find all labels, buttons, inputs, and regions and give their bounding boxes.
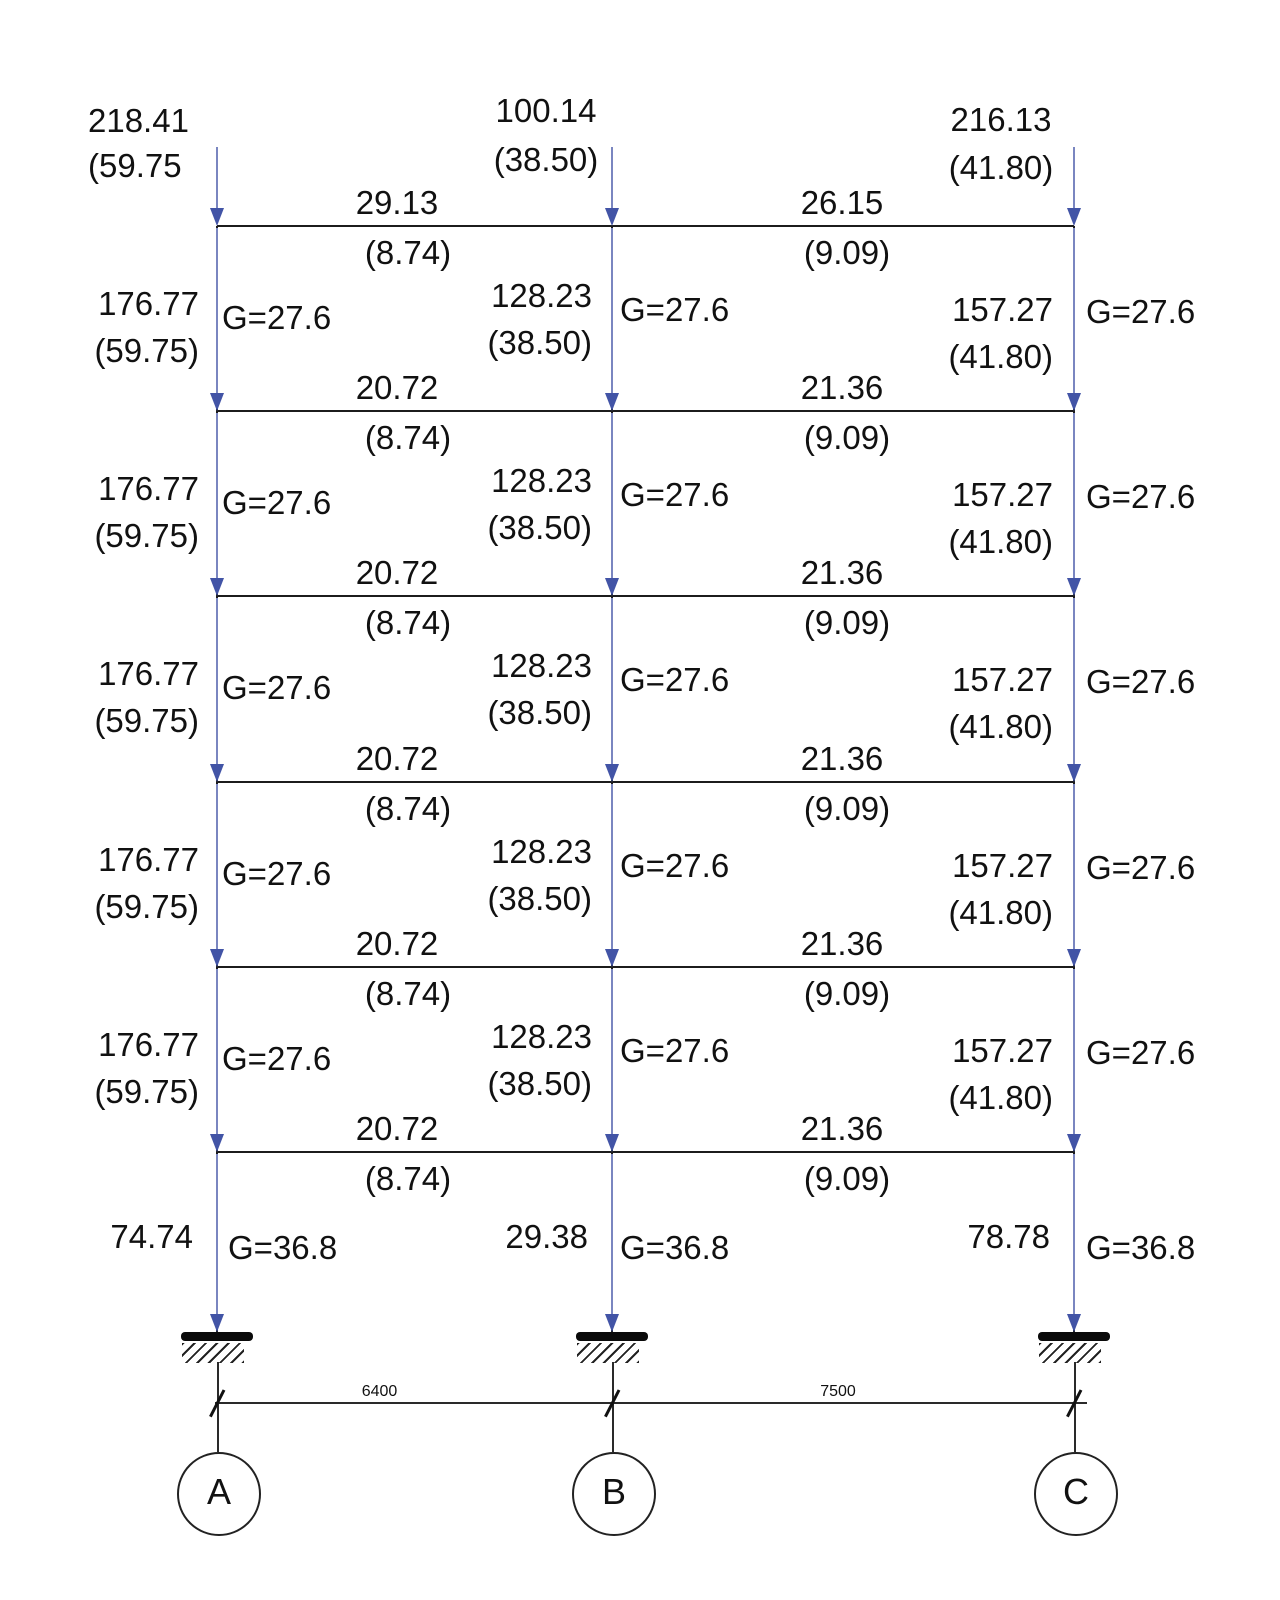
witness-line-c xyxy=(1074,1362,1076,1452)
ground-load-b-value: 29.38 xyxy=(505,1218,588,1255)
story-3-load-c-value: 157.27 xyxy=(952,661,1053,698)
beam-2-bc-load: 21.36 xyxy=(800,554,884,591)
beam-3-bc-load-secondary: (9.09) xyxy=(803,790,891,827)
beam-1-ab-load: 20.72 xyxy=(355,369,439,406)
story-4-load-a-arrowhead xyxy=(210,949,224,967)
grid-bubble-c xyxy=(1034,1452,1118,1536)
story-5-load-c-arrowhead xyxy=(1067,1134,1081,1152)
beam-1-ab-load-secondary: (8.74) xyxy=(364,419,452,456)
beam-2-bc-load-secondary: (9.09) xyxy=(803,604,891,641)
story-4-load-b-arrowhead xyxy=(605,949,619,967)
beam-3-ab-load-secondary: (8.74) xyxy=(364,790,452,827)
story-1-load-b-secondary: (38.50) xyxy=(487,323,592,361)
beam-3-bc-load: 21.36 xyxy=(800,740,884,777)
story-5-load-b-arrowhead xyxy=(605,1134,619,1152)
beam-line-1 xyxy=(217,410,1074,412)
grid-bubble-b xyxy=(572,1452,656,1536)
beam-4-ab-load-secondary: (8.74) xyxy=(364,975,452,1012)
grid-bubble-label-b: B xyxy=(601,1471,626,1512)
story-1-load-a-arrowhead xyxy=(210,393,224,411)
top-load-c-secondary: (41.80) xyxy=(948,149,1054,186)
witness-line-b xyxy=(612,1362,614,1452)
story-3-load-a-secondary: (59.75) xyxy=(94,702,199,739)
story-3-load-c-secondary: (41.80) xyxy=(948,708,1053,745)
story-5-load-c-secondary: (41.80) xyxy=(948,1078,1053,1116)
story-5-load-b-value: 128.23 xyxy=(491,1017,592,1055)
ground-hatch-a xyxy=(182,1343,244,1363)
story-1-load-b-line xyxy=(611,228,613,393)
story-5-load-a-arrowhead xyxy=(210,1134,224,1152)
ground-g-label-a: G=36.8 xyxy=(228,1229,338,1266)
story-2-load-b-arrowhead xyxy=(605,578,619,596)
roof-beam-bc-load-secondary: (9.09) xyxy=(803,234,891,271)
dimension-line xyxy=(215,1402,1087,1404)
story-1-g-label-b: G=27.6 xyxy=(620,290,730,328)
story-3-load-a-value: 176.77 xyxy=(98,655,199,692)
roof-beam-line xyxy=(217,225,1074,227)
beam-5-ab-load: 20.72 xyxy=(355,1110,439,1147)
ground-load-a-line xyxy=(216,1154,218,1314)
beam-line-4 xyxy=(217,966,1074,968)
story-2-load-a-arrowhead xyxy=(210,578,224,596)
story-1-g-label-c: G=27.6 xyxy=(1086,292,1196,330)
beam-4-bc-load-secondary: (9.09) xyxy=(803,975,891,1012)
story-1-load-c-arrowhead xyxy=(1067,393,1081,411)
roof-beam-ab-load-secondary: (8.74) xyxy=(364,234,452,271)
story-1-load-b-value: 128.23 xyxy=(491,276,592,314)
ground-hatch-b xyxy=(577,1343,639,1363)
ground-load-b-line xyxy=(611,1154,613,1314)
beam-5-ab-load-secondary: (8.74) xyxy=(364,1160,452,1197)
top-load-b-arrowhead xyxy=(605,208,619,226)
beam-line-3 xyxy=(217,781,1074,783)
story-2-g-label-a: G=27.6 xyxy=(222,483,332,521)
story-3-load-b-line xyxy=(611,598,613,764)
story-4-load-a-secondary: (59.75) xyxy=(94,887,199,925)
story-4-load-b-secondary: (38.50) xyxy=(487,879,592,917)
story-3-load-a-line xyxy=(216,598,218,764)
support-pad-c xyxy=(1038,1332,1110,1341)
dim-label: 7500 xyxy=(820,1383,856,1400)
ground-g-label-b: G=36.8 xyxy=(620,1229,730,1266)
story-2-load-c-line xyxy=(1073,413,1075,578)
ground-load-b-arrowhead xyxy=(605,1314,619,1332)
story-5-g-label-a: G=27.6 xyxy=(222,1039,332,1077)
story-3-g-label-a: G=27.6 xyxy=(222,669,332,706)
top-load-a-value: 218.41 xyxy=(88,102,189,139)
story-2-load-c-secondary: (41.80) xyxy=(948,522,1053,560)
story-5-g-label-b: G=27.6 xyxy=(620,1031,730,1069)
top-load-b-secondary: (38.50) xyxy=(493,141,599,178)
grid-bubble-label-a: A xyxy=(206,1471,231,1512)
story-5-load-a-secondary: (59.75) xyxy=(94,1072,199,1110)
story-4-load-c-line xyxy=(1073,784,1075,949)
story-4-g-label-c: G=27.6 xyxy=(1086,848,1196,886)
story-3-g-label-b: G=27.6 xyxy=(620,661,730,698)
beam-5-bc-load-secondary: (9.09) xyxy=(803,1160,891,1197)
support-pad-b xyxy=(576,1332,648,1341)
story-2-g-label-b: G=27.6 xyxy=(620,475,730,513)
story-4-load-b-value: 128.23 xyxy=(491,832,592,870)
beam-2-ab-load-secondary: (8.74) xyxy=(364,604,452,641)
story-4-load-a-line xyxy=(216,784,218,949)
dim-label: 6400 xyxy=(361,1383,398,1400)
story-5-load-a-value: 176.77 xyxy=(98,1025,199,1063)
story-5-load-b-secondary: (38.50) xyxy=(487,1064,592,1102)
story-5-load-b-line xyxy=(611,969,613,1134)
story-3-load-b-arrowhead xyxy=(605,764,619,782)
story-4-load-a-value: 176.77 xyxy=(98,840,199,878)
top-load-b-value: 100.14 xyxy=(495,92,597,129)
beam-1-bc-load: 21.36 xyxy=(800,369,884,406)
story-3-load-b-value: 128.23 xyxy=(491,647,592,684)
story-1-load-a-value: 176.77 xyxy=(98,284,199,322)
story-2-load-a-line xyxy=(216,413,218,578)
beam-2-ab-load: 20.72 xyxy=(355,554,439,591)
top-load-a-arrowhead xyxy=(210,208,224,226)
beam-1-bc-load-secondary: (9.09) xyxy=(803,419,891,456)
story-4-load-c-secondary: (41.80) xyxy=(948,893,1053,931)
story-5-load-a-line xyxy=(216,969,218,1134)
ground-g-label-c: G=36.8 xyxy=(1086,1229,1196,1266)
ground-load-a-arrowhead xyxy=(210,1314,224,1332)
story-5-g-label-c: G=27.6 xyxy=(1086,1033,1196,1071)
story-4-load-c-value: 157.27 xyxy=(952,846,1053,884)
story-2-load-a-secondary: (59.75) xyxy=(94,516,199,554)
beam-4-ab-load: 20.72 xyxy=(355,925,439,962)
story-2-load-b-secondary: (38.50) xyxy=(487,508,592,546)
story-2-load-a-value: 176.77 xyxy=(98,469,199,507)
beam-5-bc-load: 21.36 xyxy=(800,1110,884,1147)
story-4-g-label-a: G=27.6 xyxy=(222,854,332,892)
story-4-g-label-b: G=27.6 xyxy=(620,846,730,884)
ground-hatch-c xyxy=(1039,1343,1101,1363)
story-3-load-b-secondary: (38.50) xyxy=(487,694,592,731)
story-1-load-a-line xyxy=(216,228,218,393)
story-3-load-a-arrowhead xyxy=(210,764,224,782)
story-1-load-b-arrowhead xyxy=(605,393,619,411)
story-2-load-b-line xyxy=(611,413,613,578)
roof-beam-bc-load: 26.15 xyxy=(800,184,884,221)
ground-load-c-line xyxy=(1073,1154,1075,1314)
story-1-load-c-line xyxy=(1073,228,1075,393)
ground-load-a-value: 74.74 xyxy=(110,1218,193,1255)
story-1-load-a-secondary: (59.75) xyxy=(94,331,199,369)
roof-beam-ab-load: 29.13 xyxy=(355,184,439,221)
witness-line-a xyxy=(217,1362,219,1452)
story-1-g-label-a: G=27.6 xyxy=(222,298,332,336)
story-3-load-c-line xyxy=(1073,598,1075,764)
story-1-load-c-value: 157.27 xyxy=(952,290,1053,328)
story-2-load-b-value: 128.23 xyxy=(491,461,592,499)
story-5-load-c-value: 157.27 xyxy=(952,1031,1053,1069)
support-pad-a xyxy=(181,1332,253,1341)
story-2-load-c-value: 157.27 xyxy=(952,475,1053,513)
beam-line-2 xyxy=(217,595,1074,597)
story-3-load-c-arrowhead xyxy=(1067,764,1081,782)
beam-4-bc-load: 21.36 xyxy=(800,925,884,962)
top-load-c-arrowhead xyxy=(1067,208,1081,226)
beam-line-5 xyxy=(217,1151,1074,1153)
story-4-load-c-arrowhead xyxy=(1067,949,1081,967)
top-load-a-line xyxy=(216,147,218,208)
story-2-g-label-c: G=27.6 xyxy=(1086,477,1196,515)
story-4-load-b-line xyxy=(611,784,613,949)
top-load-c-value: 216.13 xyxy=(950,101,1052,138)
story-5-load-c-line xyxy=(1073,969,1075,1134)
grid-bubble-label-c: C xyxy=(1063,1471,1089,1512)
story-3-g-label-c: G=27.6 xyxy=(1086,663,1196,700)
beam-3-ab-load: 20.72 xyxy=(355,740,439,777)
story-1-load-c-secondary: (41.80) xyxy=(948,337,1053,375)
top-load-a-secondary: (59.75 xyxy=(88,147,182,184)
ground-load-c-value: 78.78 xyxy=(967,1218,1050,1255)
ground-load-c-arrowhead xyxy=(1067,1314,1081,1332)
story-2-load-c-arrowhead xyxy=(1067,578,1081,596)
grid-bubble-a xyxy=(177,1452,261,1536)
